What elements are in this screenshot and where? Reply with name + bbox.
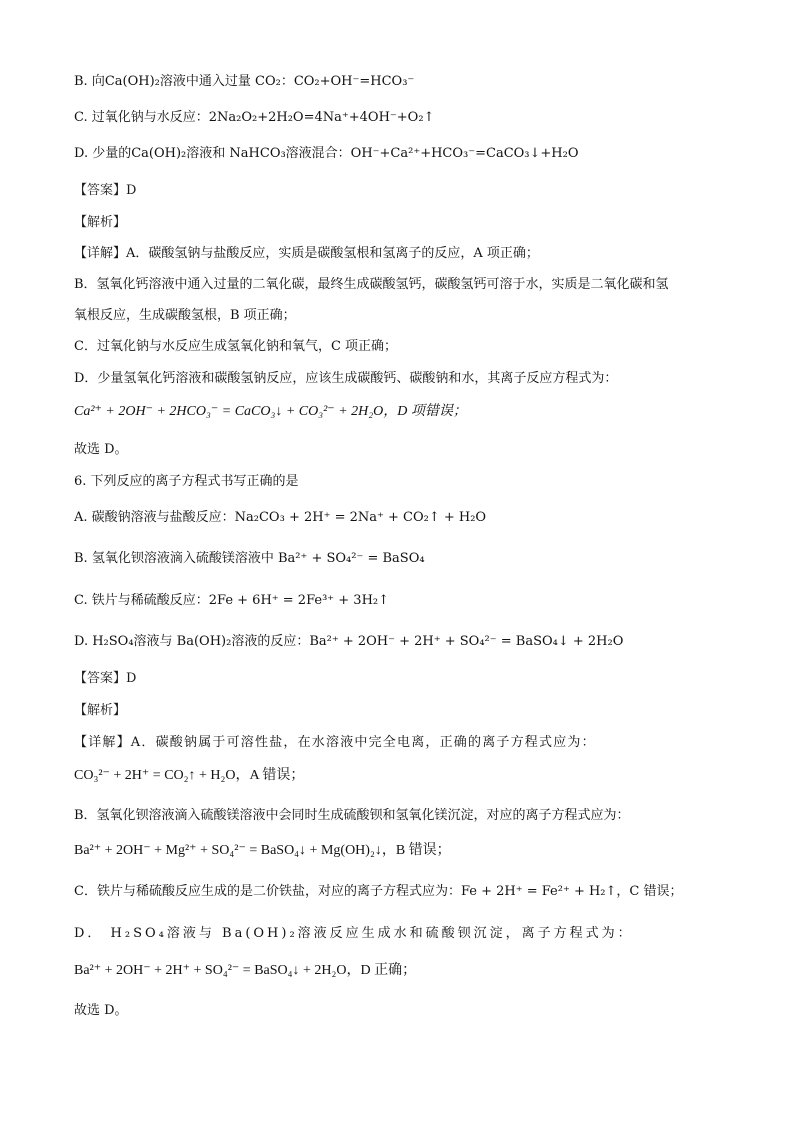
explanation-b-part2: 氧根反应，生成碳酸氢根，B 项正确； [74,308,296,323]
question-6-option-d: D. H₂SO₄溶液与 Ba(OH)₂溶液的反应：Ba²⁺ + 2OH⁻ + 2H⁺ + SO₄²⁻ = BaSO₄↓ + 2H₂O [74,634,624,649]
option-d-line: D. 少量的Ca(OH)₂溶液和 NaHCO₃溶液混合：OH⁻+Ca²⁺+HCO₃⁻=CaCO₃↓+H₂O [74,146,579,161]
equation-6-b: Ba²⁺ + 2OH⁻ + Mg²⁺ + SO₄²⁻ = BaSO₄↓ + Mg(OH)₂↓，B 错误； [74,843,451,858]
explanation-a: 【详解】A．碳酸氢钠与盐酸反应，实质是碳酸氢根和氢离子的反应，A 项正确； [74,246,539,261]
explanation-6-a: 【详解】A．碳酸钠属于可溶性盐，在水溶液中完全电离，正确的离子方程式应为： [74,735,596,750]
option-b-line: B. 向Ca(OH)₂溶液中通入过量 CO₂：CO₂+OH⁻=HCO₃⁻ [74,74,415,89]
answer-label-6: 【答案】D [74,671,137,686]
answer-label: 【答案】D [74,183,137,198]
option-c-line: C. 过氧化钠与水反应：2Na₂O₂+2H₂O=4Na⁺+4OH⁻+O₂↑ [74,110,435,125]
equation-d: Ca²⁺ + 2OH⁻ + 2HCO₃⁻ = CaCO₃↓ + CO₃²⁻ + 2H₂O，D 项错误； [74,404,467,419]
explanation-6-b: B．氢氧化钡溶液滴入硫酸镁溶液中会同时生成硫酸钡和氢氧化镁沉淀，对应的离子方程式应为： [74,808,630,823]
question-6-option-a: A. 碳酸钠溶液与盐酸反应：Na₂CO₃ + 2H⁺ = 2Na⁺ + CO₂↑ + H₂O [74,510,487,525]
equation-6-a: CO₃²⁻ + 2H⁺ = CO₂↑ + H₂O，A 错误； [74,768,305,783]
analysis-label: 【解析】 [74,215,127,230]
analysis-label-6: 【解析】 [74,703,127,718]
equation-6-d: Ba²⁺ + 2OH⁻ + 2H⁺ + SO₄²⁻ = BaSO₄↓ + 2H₂O，D 正确； [74,963,417,978]
conclusion-5: 故选 D。 [74,442,128,457]
question-6-option-c: C. 铁片与稀硫酸反应：2Fe + 6H⁺ = 2Fe³⁺ + 3H₂↑ [74,593,390,608]
explanation-6-d: D． H₂SO₄溶液与 Ba(OH)₂溶液反应生成水和硫酸钡沉淀，离子方程式为： [74,926,634,941]
explanation-d: D．少量氢氧化钙溶液和碳酸氢钠反应，应该生成碳酸钙、碳酸钠和水，其离子反应方程式为： [74,371,618,386]
conclusion-6: 故选 D。 [74,1003,128,1018]
explanation-6-c: C．铁片与稀硫酸反应生成的是二价铁盐，对应的离子方程式应为：Fe + 2H⁺ = Fe²⁺ + H₂↑，C 错误； [74,884,683,899]
explanation-b-part1: B．氢氧化钙溶液中通入过量的二氧化碳，最终生成碳酸氢钙，碳酸氢钙可溶于水，实质是二氧化碳和氢 [74,277,669,292]
question-6-title: 6. 下列反应的离子方程式书写正确的是 [74,474,299,489]
explanation-c: C．过氧化钠与水反应生成氢氧化钠和氧气，C 项正确； [74,339,398,354]
question-6-option-b: B. 氢氧化钡溶液滴入硫酸镁溶液中 Ba²⁺ + SO₄²⁻ = BaSO₄ [74,551,425,566]
